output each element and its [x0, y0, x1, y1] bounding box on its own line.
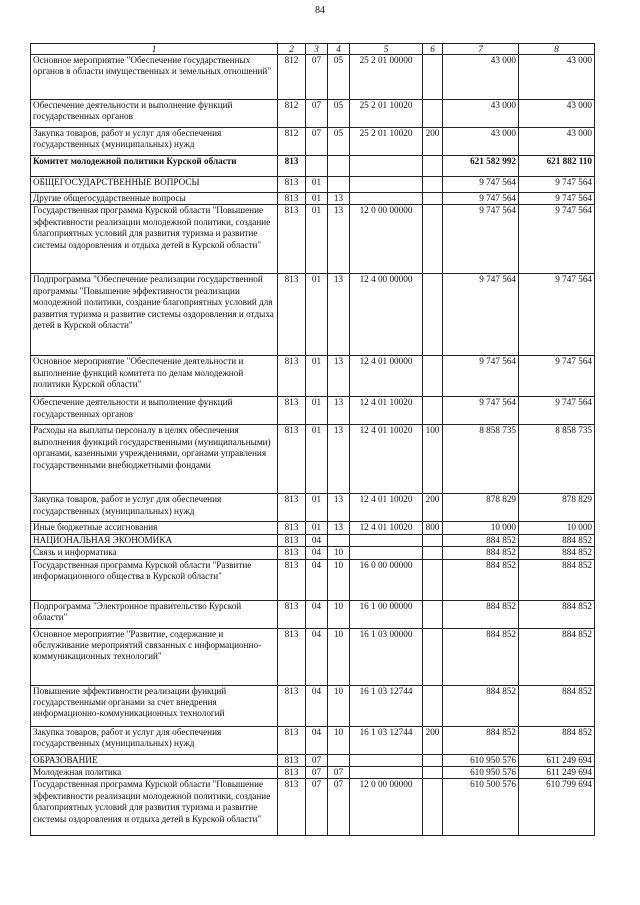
row-amount-2018: 621 582 992	[443, 156, 519, 177]
row-amount-2018: 8 858 735	[443, 425, 519, 494]
row-section-code: 04	[306, 600, 328, 628]
row-target-code	[350, 547, 423, 559]
row-subsection-code: 10	[328, 547, 350, 559]
row-target-code	[350, 193, 423, 205]
row-name: Основное мероприятие "Обеспечение деятельности и выполнение функций комитета по делам молодежной политики Курской области"	[31, 356, 278, 397]
row-admin-code: 813	[278, 425, 306, 494]
row-amount-2019: 9 747 564	[519, 193, 595, 205]
row-admin-code: 813	[278, 522, 306, 534]
column-header: 5	[350, 44, 423, 55]
table-row	[31, 177, 595, 193]
table-row	[31, 534, 595, 546]
row-section-code: 01	[306, 193, 328, 205]
row-section-code: 01	[306, 205, 328, 274]
row-name: Закупка товаров, работ и услуг для обеспечения государственных (муниципальных) нужд	[31, 128, 278, 156]
row-amount-2018: 884 852	[443, 547, 519, 559]
row-amount-2018: 9 747 564	[443, 205, 519, 274]
row-amount-2018: 884 852	[443, 559, 519, 600]
row-admin-code: 813	[278, 685, 306, 726]
row-expense-type	[423, 547, 443, 559]
row-amount-2019: 8 858 735	[519, 425, 595, 494]
row-subsection-code: 10	[328, 685, 350, 726]
row-name: Подпрограмма "Электронное правительство Курской области"	[31, 600, 278, 628]
row-name: Повышение эффективности реализации функций государственными органами за счет внедрения информационно-коммуникационных технологий	[31, 685, 278, 726]
row-amount-2018: 884 852	[443, 685, 519, 726]
row-section-code: 01	[306, 177, 328, 193]
column-header: 1	[31, 44, 278, 55]
row-name: Государственная программа Курской области "Повышение эффективности реализации молодежной политики, создание благоприятных условий для развития туризма и развитие системы оздоровления и отдыха детей в Курской области"	[31, 205, 278, 274]
row-expense-type	[423, 274, 443, 356]
row-section-code: 01	[306, 522, 328, 534]
column-header: 2	[278, 44, 306, 55]
row-target-code: 16 1 03 12744	[350, 685, 423, 726]
row-expense-type	[423, 534, 443, 546]
row-expense-type	[423, 754, 443, 766]
row-subsection-code: 07	[328, 779, 350, 836]
row-subsection-code	[328, 156, 350, 177]
row-subsection-code: 13	[328, 425, 350, 494]
row-section-code: 01	[306, 397, 328, 425]
table-row	[31, 397, 595, 425]
row-amount-2018: 878 829	[443, 494, 519, 522]
row-expense-type: 800	[423, 522, 443, 534]
column-header: 6	[423, 44, 443, 55]
row-amount-2019: 884 852	[519, 685, 595, 726]
row-subsection-code: 10	[328, 600, 350, 628]
table-row	[31, 600, 595, 628]
row-name: Комитет молодежной политики Курской области	[31, 156, 278, 177]
row-name: Государственная программа Курской области "Повышение эффективности реализации молодежной политики, создание благоприятных условий для развития туризма и развитие системы оздоровления и отдыха детей в Курской области"	[31, 779, 278, 836]
row-subsection-code: 10	[328, 726, 350, 754]
row-admin-code: 813	[278, 754, 306, 766]
row-amount-2018: 9 747 564	[443, 193, 519, 205]
row-subsection-code	[328, 534, 350, 546]
column-header: 3	[306, 44, 328, 55]
table-row	[31, 559, 595, 600]
row-target-code: 25 2 01 10020	[350, 128, 423, 156]
row-amount-2019: 621 882 110	[519, 156, 595, 177]
row-section-code: 07	[306, 100, 328, 128]
row-target-code: 16 1 03 00000	[350, 628, 423, 685]
row-name: Связь и информатика	[31, 547, 278, 559]
row-expense-type	[423, 397, 443, 425]
row-section-code: 01	[306, 274, 328, 356]
row-section-code: 04	[306, 547, 328, 559]
row-admin-code: 813	[278, 726, 306, 754]
row-target-code: 12 4 01 10020	[350, 425, 423, 494]
row-expense-type	[423, 779, 443, 836]
row-expense-type: 200	[423, 128, 443, 156]
row-admin-code: 812	[278, 55, 306, 100]
row-admin-code: 813	[278, 177, 306, 193]
row-amount-2018: 610 500 576	[443, 779, 519, 836]
budget-table	[30, 43, 595, 836]
row-expense-type	[423, 100, 443, 128]
row-expense-type	[423, 55, 443, 100]
row-subsection-code: 07	[328, 767, 350, 779]
row-target-code: 12 4 01 00000	[350, 356, 423, 397]
table-row	[31, 726, 595, 754]
row-amount-2019: 9 747 564	[519, 274, 595, 356]
row-subsection-code: 05	[328, 100, 350, 128]
table-row	[31, 356, 595, 397]
row-expense-type	[423, 767, 443, 779]
row-expense-type	[423, 628, 443, 685]
row-name: Основное мероприятие "Развитие, содержание и обслуживание мероприятий связанных с информационно-коммуникационных технологий"	[31, 628, 278, 685]
row-amount-2019: 884 852	[519, 726, 595, 754]
table-row	[31, 547, 595, 559]
row-subsection-code: 13	[328, 356, 350, 397]
row-admin-code: 813	[278, 397, 306, 425]
table-row	[31, 425, 595, 494]
row-name: Обеспечение деятельности и выполнение функций государственных органов	[31, 397, 278, 425]
row-admin-code: 813	[278, 274, 306, 356]
column-header: 8	[519, 44, 595, 55]
row-expense-type	[423, 600, 443, 628]
row-amount-2018: 9 747 564	[443, 274, 519, 356]
row-admin-code: 813	[278, 494, 306, 522]
row-amount-2018: 610 950 576	[443, 767, 519, 779]
row-subsection-code: 13	[328, 205, 350, 274]
row-target-code: 12 0 00 00000	[350, 779, 423, 836]
row-target-code	[350, 156, 423, 177]
row-amount-2019: 884 852	[519, 559, 595, 600]
row-amount-2019: 878 829	[519, 494, 595, 522]
row-section-code: 04	[306, 534, 328, 546]
row-target-code	[350, 754, 423, 766]
row-amount-2018: 884 852	[443, 628, 519, 685]
table-row	[31, 274, 595, 356]
row-amount-2019: 9 747 564	[519, 397, 595, 425]
column-header: 7	[443, 44, 519, 55]
row-amount-2019: 43 000	[519, 128, 595, 156]
row-amount-2019: 43 000	[519, 55, 595, 100]
row-target-code: 16 0 00 00000	[350, 559, 423, 600]
row-expense-type	[423, 205, 443, 274]
row-subsection-code: 05	[328, 55, 350, 100]
row-subsection-code: 13	[328, 522, 350, 534]
row-section-code: 07	[306, 55, 328, 100]
row-target-code	[350, 177, 423, 193]
row-target-code	[350, 534, 423, 546]
row-amount-2019: 611 249 694	[519, 754, 595, 766]
row-section-code: 04	[306, 559, 328, 600]
row-name: Закупка товаров, работ и услуг для обеспечения государственных (муниципальных) нужд	[31, 494, 278, 522]
row-section-code: 07	[306, 767, 328, 779]
row-name: НАЦИОНАЛЬНАЯ ЭКОНОМИКА	[31, 534, 278, 546]
table-row	[31, 128, 595, 156]
row-amount-2019: 884 852	[519, 628, 595, 685]
row-section-code: 01	[306, 356, 328, 397]
row-subsection-code	[328, 754, 350, 766]
row-admin-code: 813	[278, 156, 306, 177]
row-amount-2018: 884 852	[443, 726, 519, 754]
table-row	[31, 55, 595, 100]
row-amount-2019: 43 000	[519, 100, 595, 128]
row-amount-2018: 43 000	[443, 100, 519, 128]
row-amount-2018: 610 950 576	[443, 754, 519, 766]
row-amount-2019: 610 799 694	[519, 779, 595, 836]
row-admin-code: 813	[278, 193, 306, 205]
row-section-code: 01	[306, 494, 328, 522]
table-row	[31, 522, 595, 534]
row-expense-type: 100	[423, 425, 443, 494]
row-amount-2019: 10 000	[519, 522, 595, 534]
row-section-code: 04	[306, 628, 328, 685]
row-amount-2018: 9 747 564	[443, 177, 519, 193]
row-admin-code: 813	[278, 628, 306, 685]
row-section-code: 04	[306, 726, 328, 754]
row-section-code: 07	[306, 128, 328, 156]
row-target-code: 12 4 01 10020	[350, 494, 423, 522]
row-name: Иные бюджетные ассигнования	[31, 522, 278, 534]
row-expense-type	[423, 685, 443, 726]
table-row	[31, 628, 595, 685]
row-subsection-code: 05	[328, 128, 350, 156]
page-number: 84	[315, 5, 325, 16]
column-header: 4	[328, 44, 350, 55]
row-target-code: 25 2 01 00000	[350, 55, 423, 100]
row-amount-2018: 884 852	[443, 600, 519, 628]
table-row	[31, 754, 595, 766]
row-subsection-code: 10	[328, 559, 350, 600]
row-subsection-code: 13	[328, 494, 350, 522]
row-expense-type: 200	[423, 494, 443, 522]
row-amount-2019: 9 747 564	[519, 205, 595, 274]
table-row	[31, 779, 595, 836]
row-admin-code: 813	[278, 559, 306, 600]
row-amount-2018: 10 000	[443, 522, 519, 534]
table-row	[31, 156, 595, 177]
row-expense-type	[423, 156, 443, 177]
row-name: Государственная программа Курской области "Развитие информационного общества в Курской области"	[31, 559, 278, 600]
row-amount-2018: 43 000	[443, 55, 519, 100]
row-admin-code: 813	[278, 779, 306, 836]
row-admin-code: 813	[278, 547, 306, 559]
row-subsection-code: 13	[328, 397, 350, 425]
row-section-code	[306, 156, 328, 177]
row-amount-2018: 9 747 564	[443, 397, 519, 425]
row-name: ОБРАЗОВАНИЕ	[31, 754, 278, 766]
row-target-code: 12 4 01 10020	[350, 522, 423, 534]
row-name: Молодежная политика	[31, 767, 278, 779]
row-amount-2019: 9 747 564	[519, 356, 595, 397]
row-name: Основное мероприятие "Обеспечение государственных органов в области имущественных и земельных отношений"	[31, 55, 278, 100]
row-section-code: 07	[306, 754, 328, 766]
row-expense-type: 200	[423, 726, 443, 754]
row-admin-code: 813	[278, 356, 306, 397]
row-admin-code: 813	[278, 205, 306, 274]
row-subsection-code: 10	[328, 628, 350, 685]
row-name: Обеспечение деятельности и выполнение функций государственных органов	[31, 100, 278, 128]
row-section-code: 07	[306, 779, 328, 836]
row-section-code: 01	[306, 425, 328, 494]
row-amount-2019: 884 852	[519, 547, 595, 559]
row-name: Другие общегосударственные вопросы	[31, 193, 278, 205]
row-target-code	[350, 767, 423, 779]
row-subsection-code: 13	[328, 193, 350, 205]
row-subsection-code: 13	[328, 274, 350, 356]
row-expense-type	[423, 356, 443, 397]
row-expense-type	[423, 193, 443, 205]
row-name: Закупка товаров, работ и услуг для обеспечения государственных (муниципальных) нужд	[31, 726, 278, 754]
row-admin-code: 813	[278, 534, 306, 546]
row-expense-type	[423, 559, 443, 600]
table-row	[31, 205, 595, 274]
row-expense-type	[423, 177, 443, 193]
table-row	[31, 685, 595, 726]
row-amount-2018: 43 000	[443, 128, 519, 156]
row-target-code: 16 1 03 12744	[350, 726, 423, 754]
row-amount-2019: 884 852	[519, 534, 595, 546]
row-subsection-code	[328, 177, 350, 193]
table-row	[31, 767, 595, 779]
row-target-code: 12 4 01 10020	[350, 397, 423, 425]
row-admin-code: 812	[278, 128, 306, 156]
row-target-code: 25 2 01 10020	[350, 100, 423, 128]
row-name: Подпрограмма "Обеспечение реализации государственной программы "Повышение эффективности реализации молодежной политики, создание благоприятных условий для развития туризма и развитие системы оздоровления и отдыха детей в Курской области"	[31, 274, 278, 356]
row-section-code: 04	[306, 685, 328, 726]
row-target-code: 12 0 00 00000	[350, 205, 423, 274]
table-row	[31, 100, 595, 128]
row-admin-code: 812	[278, 100, 306, 128]
row-amount-2018: 884 852	[443, 534, 519, 546]
row-target-code: 12 4 00 00000	[350, 274, 423, 356]
row-amount-2019: 9 747 564	[519, 177, 595, 193]
row-amount-2018: 9 747 564	[443, 356, 519, 397]
table-row	[31, 494, 595, 522]
row-amount-2019: 884 852	[519, 600, 595, 628]
row-amount-2019: 611 249 694	[519, 767, 595, 779]
row-target-code: 16 1 00 00000	[350, 600, 423, 628]
row-admin-code: 813	[278, 600, 306, 628]
row-name: ОБЩЕГОСУДАРСТВЕННЫЕ ВОПРОСЫ	[31, 177, 278, 193]
row-name: Расходы на выплаты персоналу в целях обеспечения выполнения функций государственными (муниципальными) органами, казенными учреждениями, органами управления государственными внебюджетными фондами	[31, 425, 278, 494]
table-row	[31, 193, 595, 205]
header-row	[31, 44, 595, 55]
row-admin-code: 813	[278, 767, 306, 779]
